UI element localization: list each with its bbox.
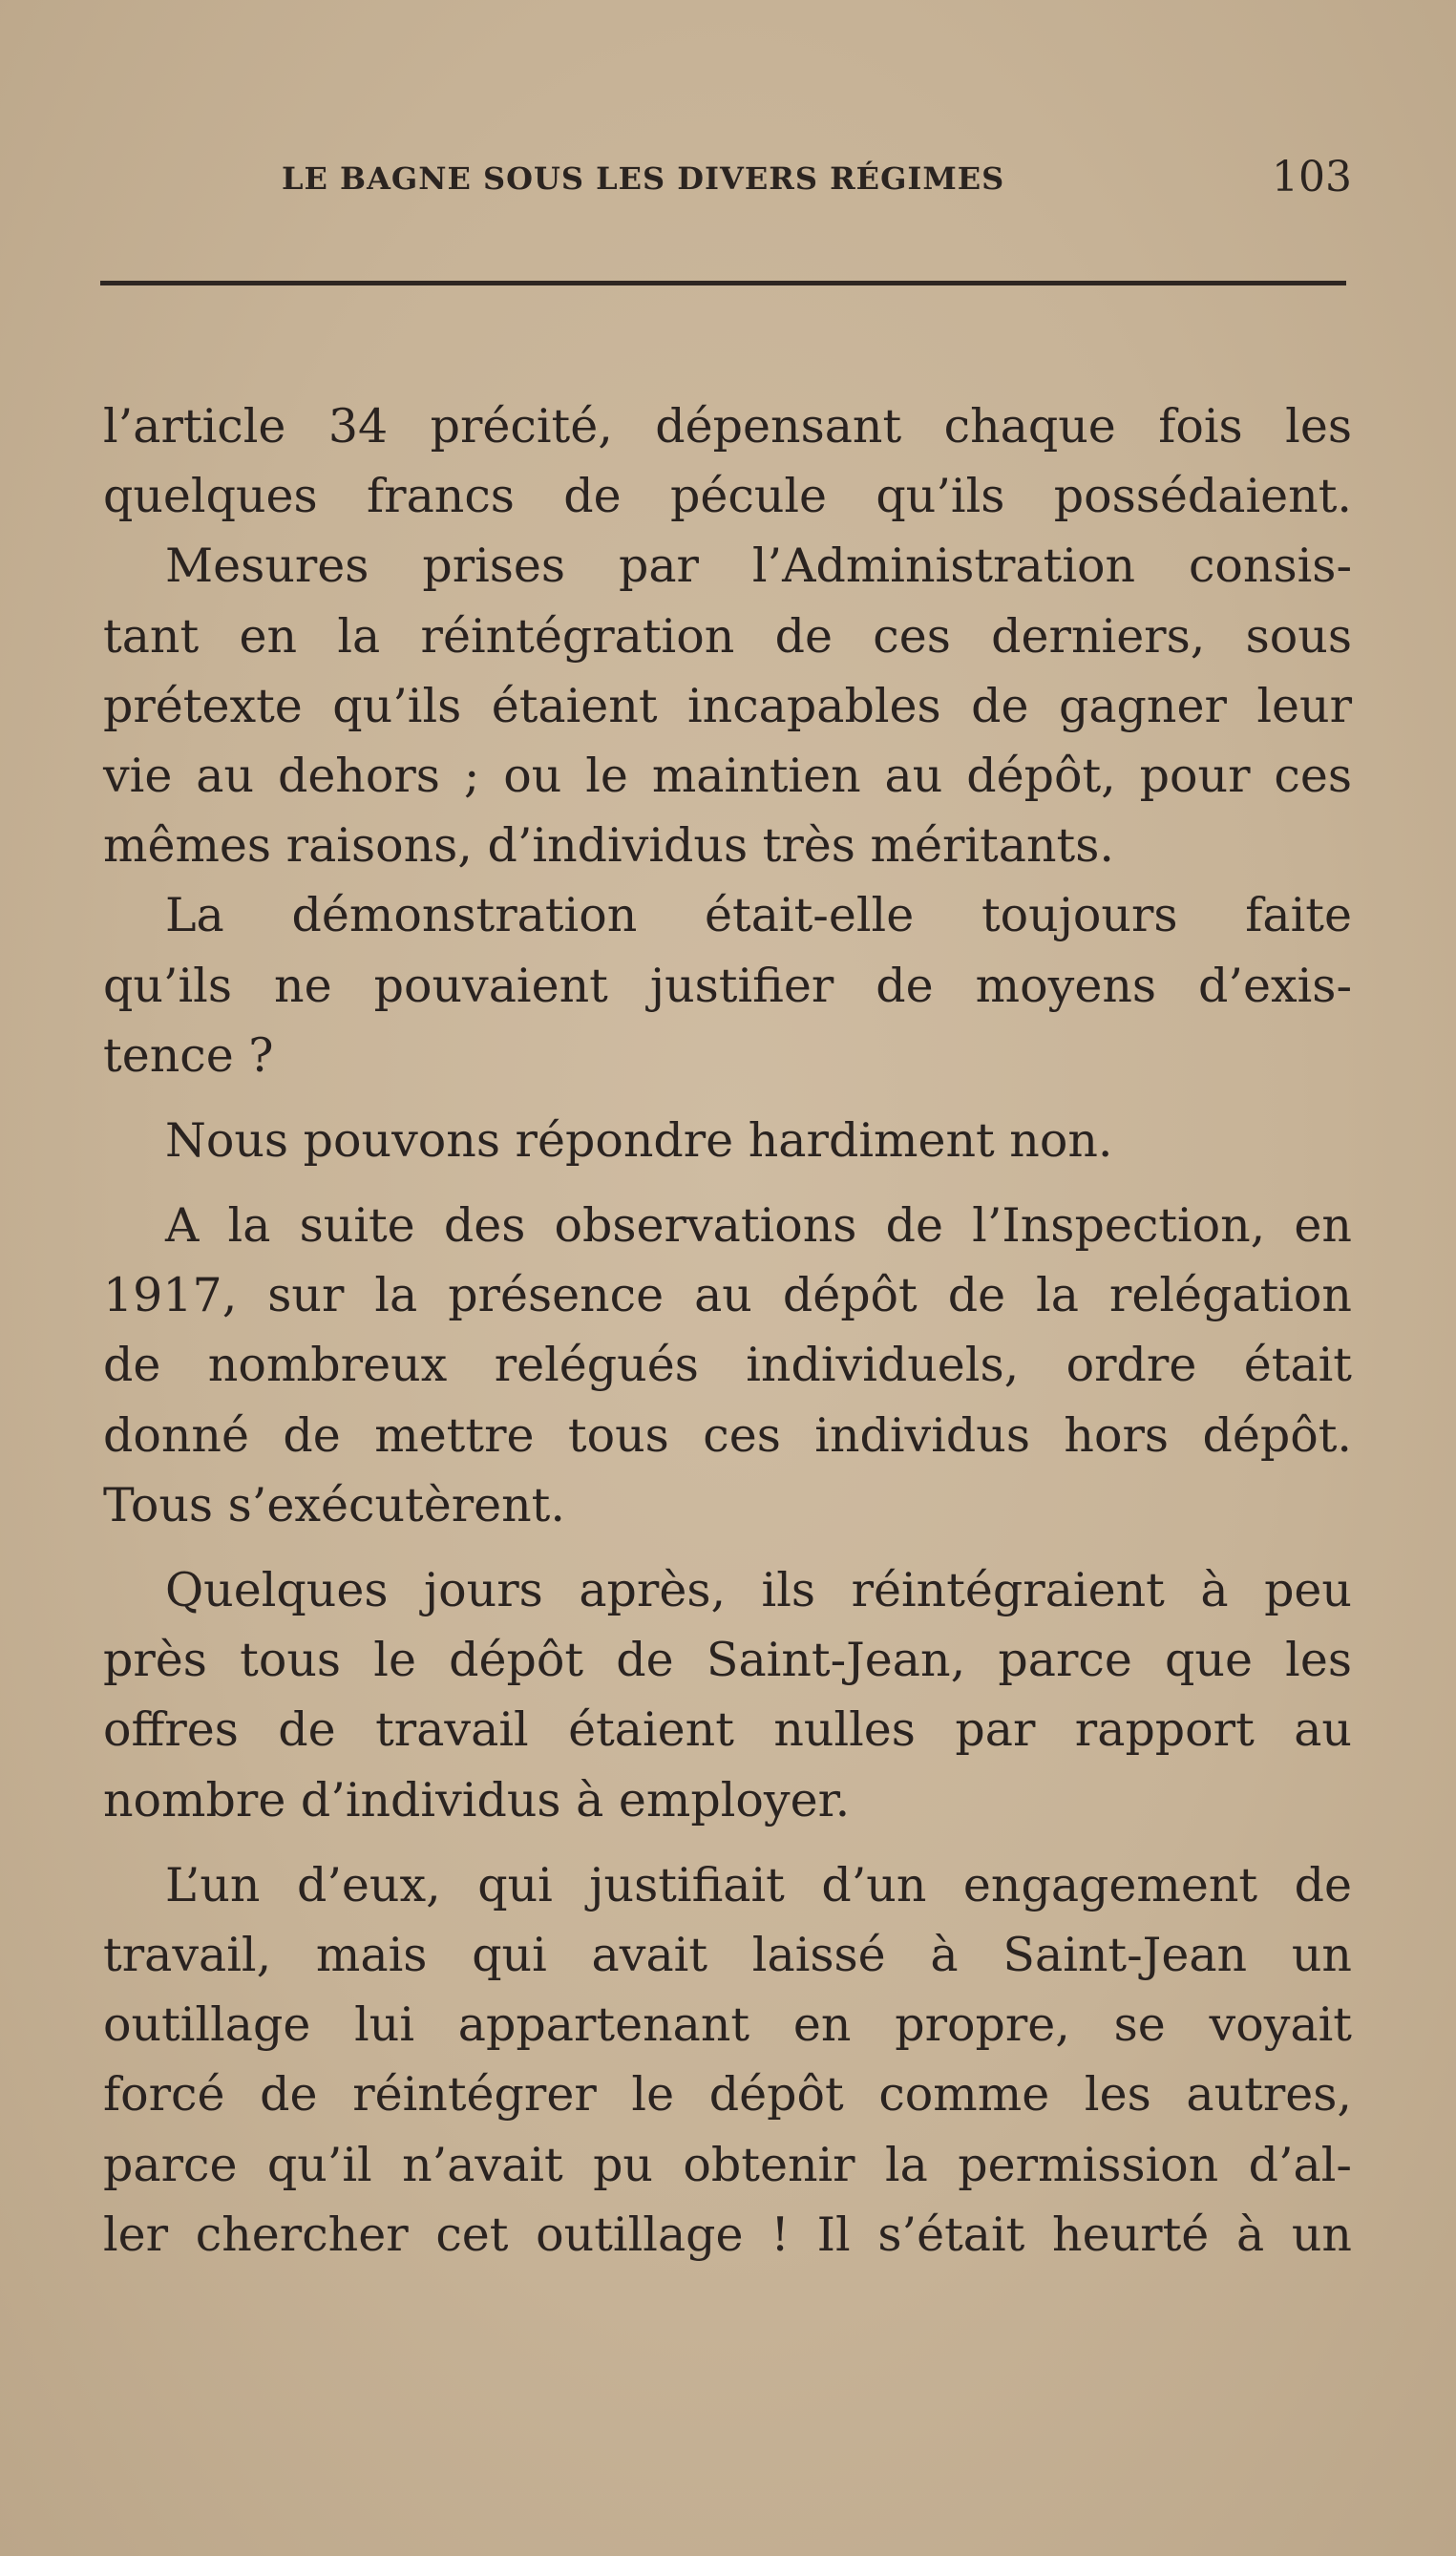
text-line: ler chercher cet outillage ! Il s’était heurté à un bbox=[103, 2207, 1352, 2262]
text-line: parce qu’il n’avait pu obtenir la permission d’al- bbox=[103, 2137, 1352, 2192]
header-rule bbox=[100, 281, 1346, 285]
text-line: L’un d’eux, qui justifiait d’un engagement de bbox=[165, 1857, 1352, 1912]
text-line: nombre d’individus à employer. bbox=[103, 1772, 851, 1827]
text-line: quelques francs de pécule qu’ils possédaient. bbox=[103, 469, 1352, 524]
text-line: près tous le dépôt de Saint-Jean, parce que les bbox=[103, 1633, 1352, 1688]
text-line: Tous s’exécutèrent. bbox=[103, 1477, 565, 1532]
text-line: outillage lui appartenant en propre, se voyait bbox=[103, 1997, 1352, 2053]
running-header bbox=[105, 153, 1352, 210]
text-line: de nombreux relégués individuels, ordre était bbox=[103, 1338, 1352, 1393]
text-line: Nous pouvons répondre hardiment non. bbox=[165, 1112, 1113, 1168]
text-line: tence ? bbox=[103, 1027, 274, 1083]
text-line: vie au dehors ; ou le maintien au dépôt, pour ces bbox=[103, 748, 1352, 803]
running-title: LE BAGNE SOUS LES DIVERS RÉGIMES bbox=[282, 160, 1005, 197]
text-line: tant en la réintégration de ces derniers, sous bbox=[103, 608, 1352, 664]
page-number: 103 bbox=[1272, 153, 1352, 201]
text-line: prétexte qu’ils étaient incapables de gagner leur bbox=[103, 678, 1352, 733]
text-line: travail, mais qui avait laissé à Saint-Jean un bbox=[103, 1927, 1352, 1982]
paragraph-gap bbox=[103, 1175, 1352, 1191]
text-line: qu’ils ne pouvaient justifier de moyens d’exis- bbox=[103, 958, 1352, 1013]
text-line: Quelques jours après, ils réintégraient à peu bbox=[165, 1563, 1352, 1617]
text-line: l’article 34 précité, dépensant chaque fois les bbox=[103, 399, 1352, 454]
text-line: forcé de réintégrer le dépôt comme les autres, bbox=[103, 2067, 1352, 2123]
text-line: A la suite des observations de l’Inspection, en bbox=[165, 1198, 1352, 1254]
paragraph-gap bbox=[103, 1835, 1352, 1850]
text-line: donné de mettre tous ces individus hors dépôt. bbox=[103, 1407, 1352, 1463]
text-line: La démonstration était-elle toujours faite bbox=[165, 888, 1352, 943]
text-line: mêmes raisons, d’individus très méritants. bbox=[103, 818, 1114, 874]
paragraph-gap bbox=[103, 1540, 1352, 1555]
text-line: offres de travail étaient nulles par rapport au bbox=[103, 1702, 1352, 1758]
text-line: Mesures prises par l’Administration consis- bbox=[165, 539, 1352, 594]
body-text bbox=[103, 391, 1352, 2270]
paragraph-gap bbox=[103, 1090, 1352, 1106]
text-line: 1917, sur la présence au dépôt de la relégation bbox=[103, 1268, 1352, 1323]
